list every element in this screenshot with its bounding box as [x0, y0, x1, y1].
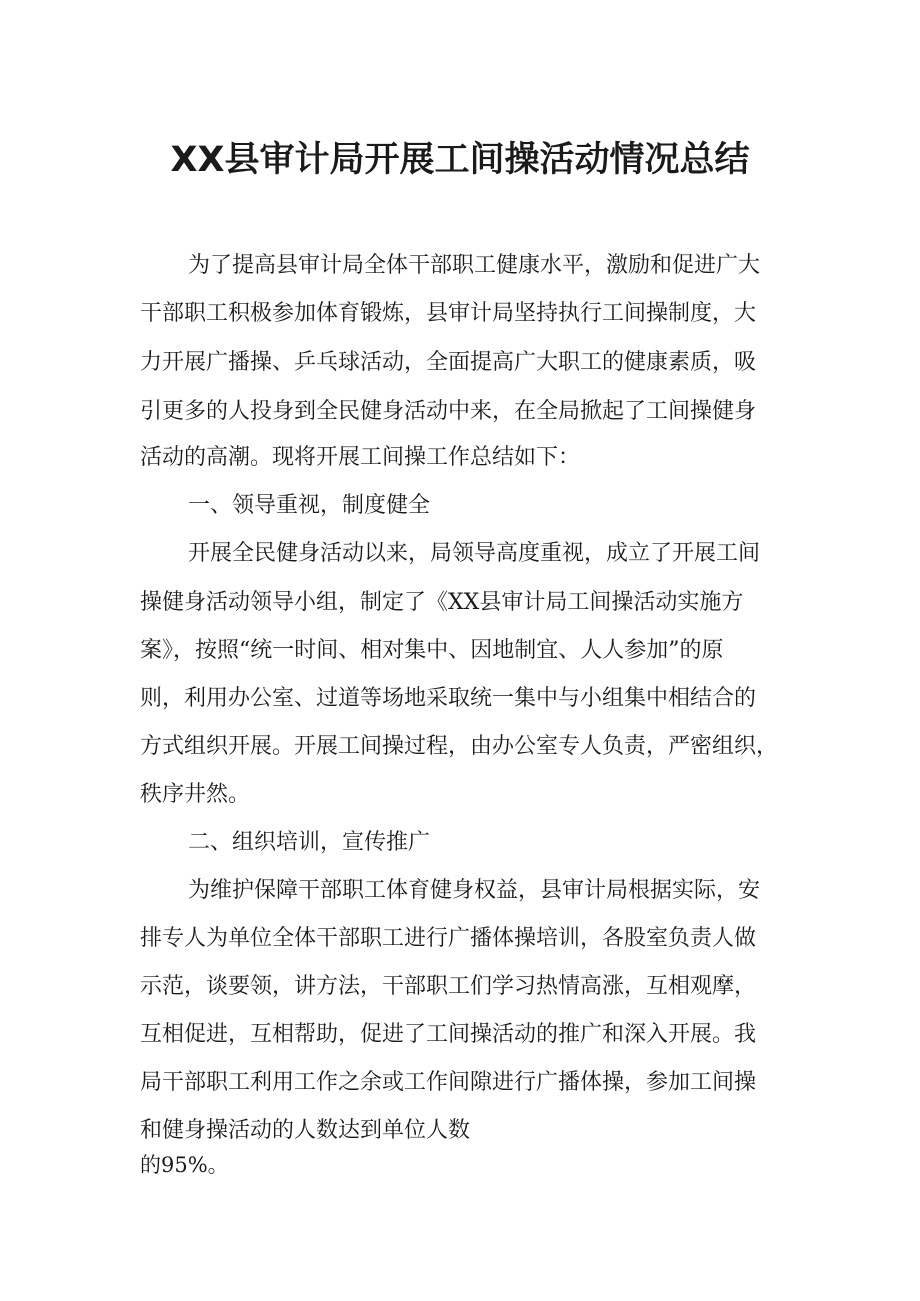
paragraph-line: 方式组织开展。开展工间操过程，由办公室专人负责，严密组织，: [140, 734, 779, 759]
paragraph-line: 操健身活动领导小组，制定了《XX县审计局工间操活动实施方: [140, 590, 744, 615]
section-heading: 一、领导重视，制度健全: [188, 493, 431, 518]
paragraph-line: 开展全民健身活动以来，局领导高度重视，成立了开展工间: [188, 541, 761, 566]
paragraph-line: 案》，按照“统一时间、相对集中、因地制宜、人人参加”的原: [140, 638, 724, 663]
paragraph-line: 排专人为单位全体干部职工进行广播体操培训，各股室负责人做: [140, 926, 757, 951]
paragraph-line: 力开展广播操、乒乓球活动，全面提高广大职工的健康素质，吸: [140, 350, 757, 375]
document-title: XX县审计局开展工间操活动情况总结: [170, 140, 750, 180]
paragraph-line: 引更多的人投身到全民健身活动中来，在全局掀起了工间操健身: [140, 399, 757, 424]
paragraph-line: 的95%。: [140, 1153, 229, 1177]
section-heading: 二、组织培训，宣传推广: [188, 830, 431, 855]
paragraph-line: 和健身操活动的人数达到单位人数: [140, 1118, 471, 1143]
paragraph-line: 活动的高潮。现将开展工间操工作总结如下：: [140, 445, 581, 470]
paragraph-line: 为维护保障干部职工体育健身权益，县审计局根据实际，安: [188, 878, 761, 903]
paragraph-line: 为了提高县审计局全体干部职工健康水平，激励和促进广大: [188, 253, 761, 278]
paragraph-line: 干部职工积极参加体育锻炼，县审计局坚持执行工间操制度，大: [140, 301, 757, 326]
paragraph-line: 示范，谈要领，讲方法，干部职工们学习热情高涨，互相观摩，: [140, 974, 757, 999]
paragraph-line: 秩序井然。: [140, 782, 251, 807]
paragraph-line: 局干部职工利用工作之余或工作间隙进行广播体操，参加工间操: [140, 1070, 757, 1095]
paragraph-line: 互相促进，互相帮助，促进了工间操活动的推广和深入开展。我: [140, 1022, 757, 1047]
paragraph-line: 则，利用办公室、过道等场地采取统一集中与小组集中相结合的: [140, 686, 757, 711]
